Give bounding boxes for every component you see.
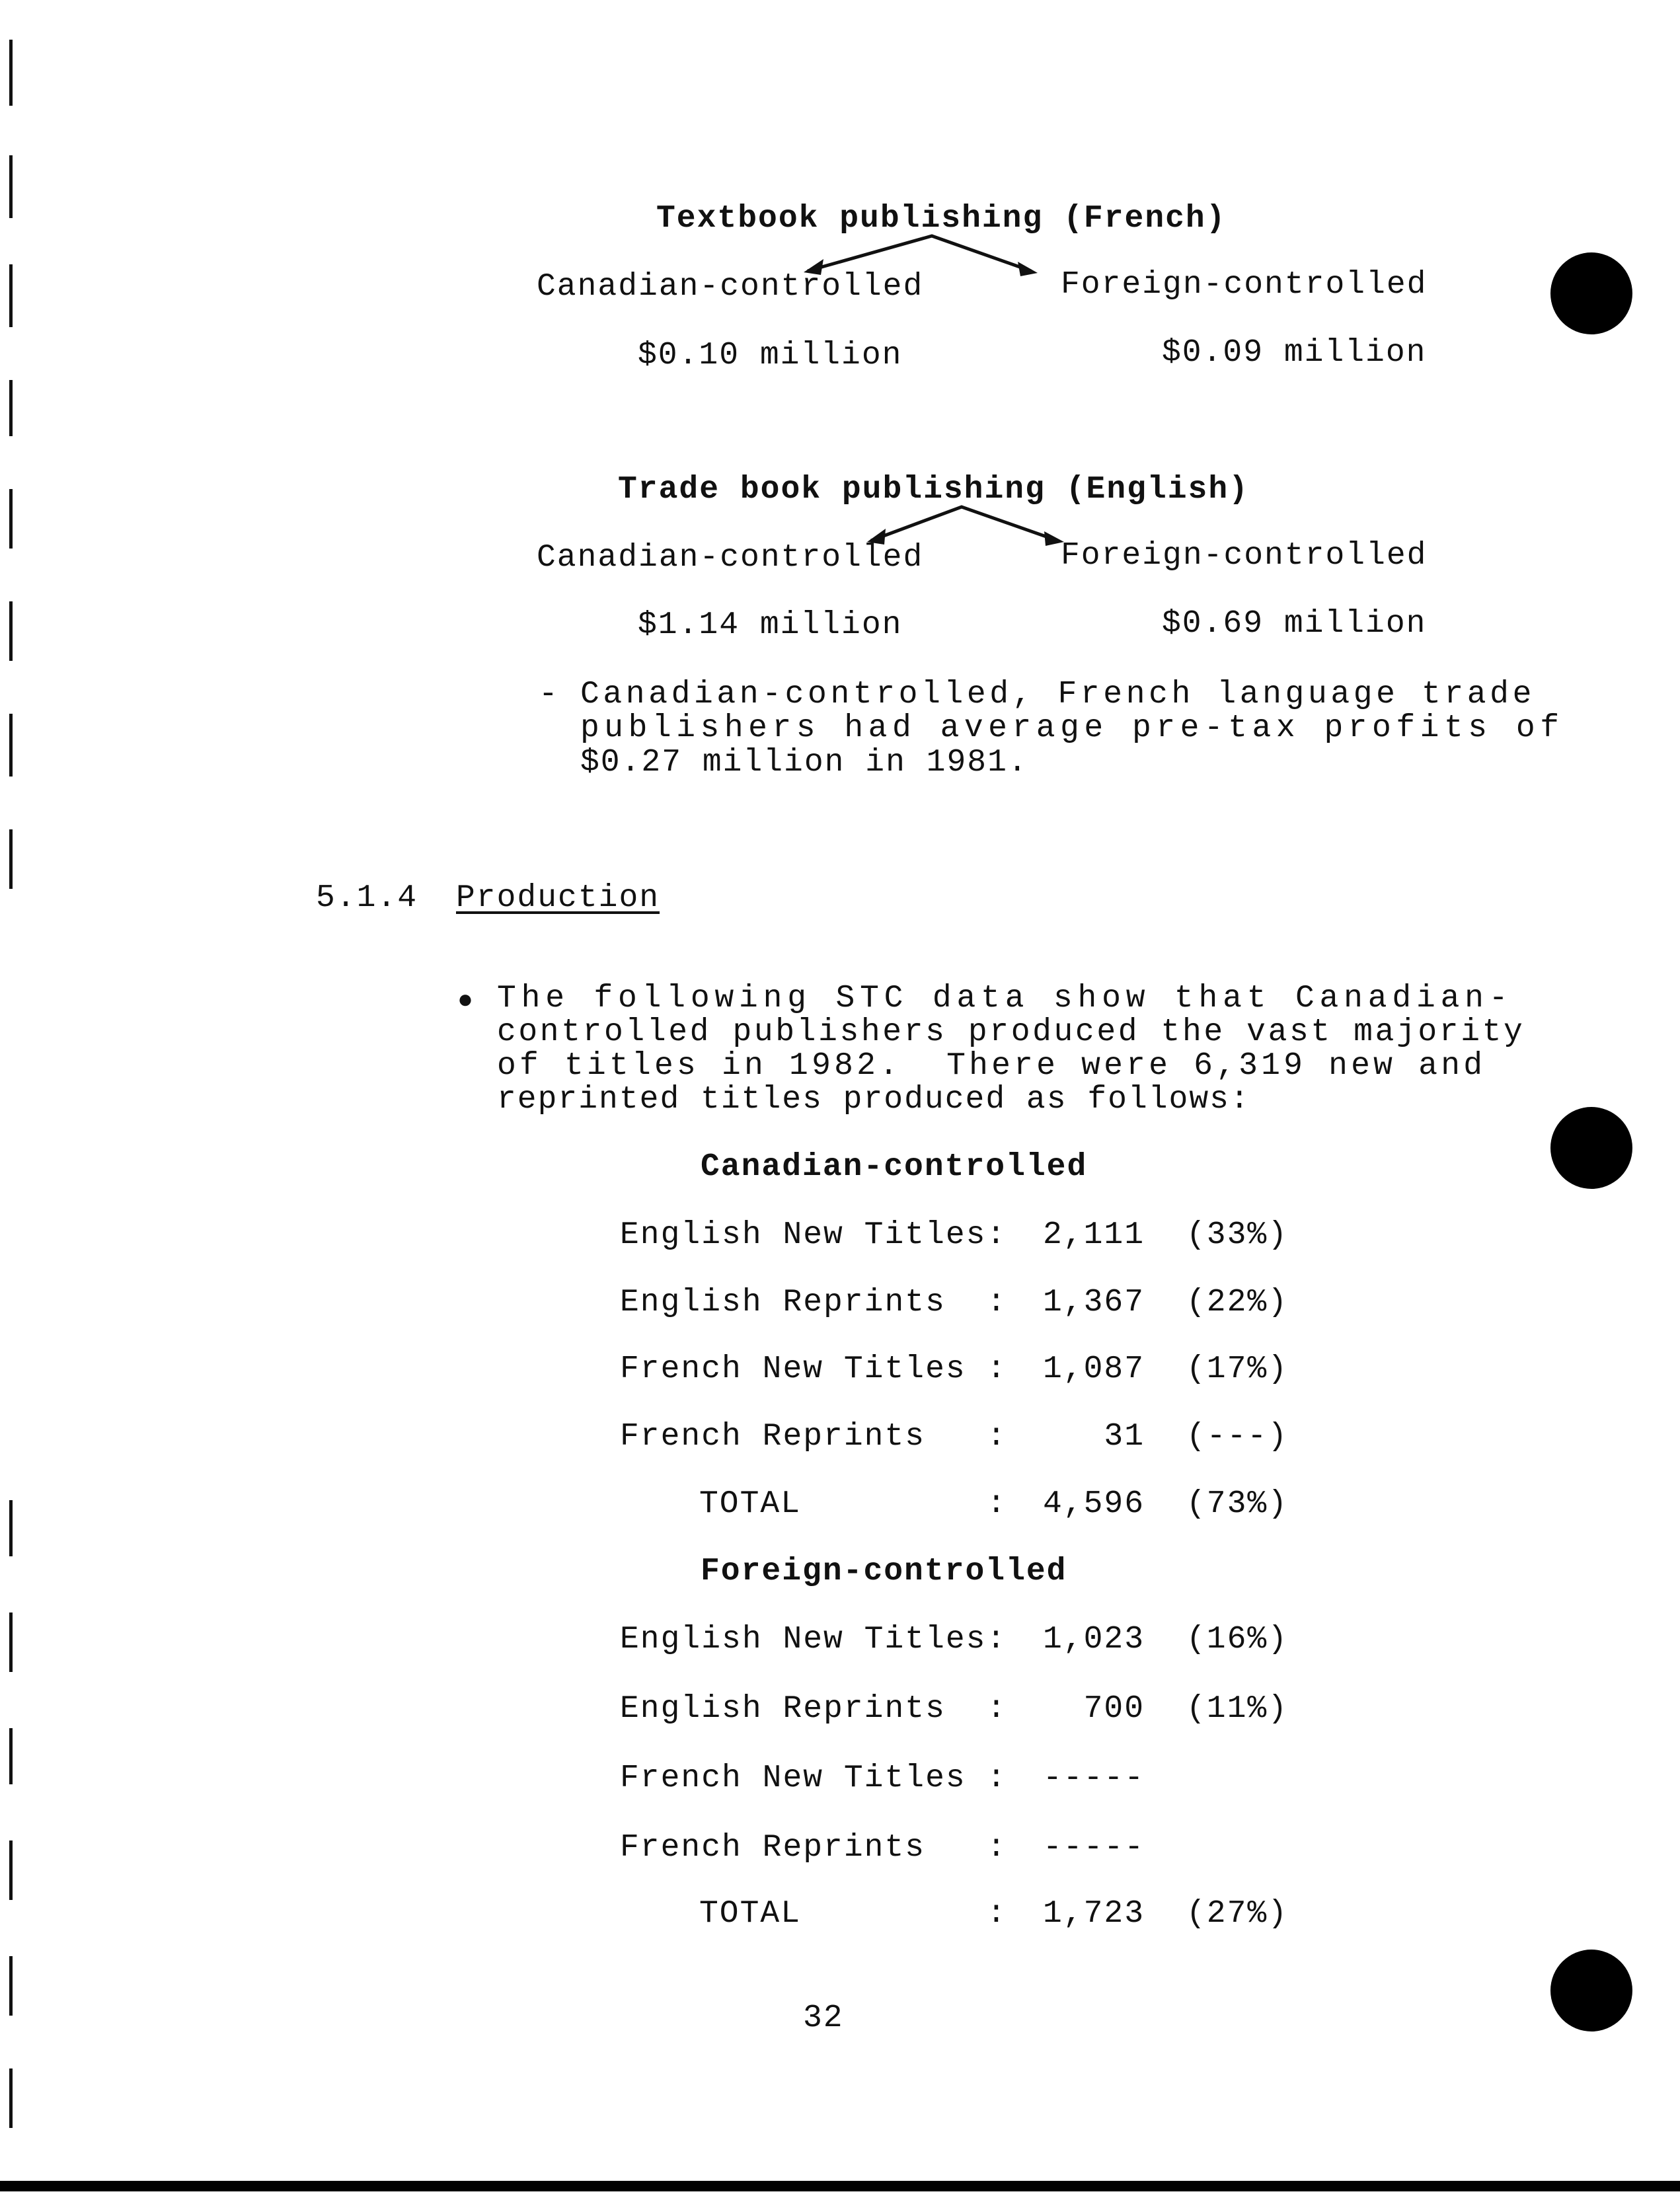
row-colon: : — [987, 1691, 1007, 1727]
textbook-canadian-label: Canadian-controlled — [537, 269, 924, 305]
trade-canadian-value: $1.14 million — [638, 607, 903, 643]
bullet-line: of titles in 1982. There were 6,319 new and — [497, 1048, 1486, 1084]
trade-foreign-label: Foreign-controlled — [1061, 538, 1428, 574]
row-colon: : — [987, 1486, 1007, 1522]
row-percent: (11%) — [1186, 1691, 1289, 1727]
row-value: ----- — [1042, 1830, 1145, 1866]
row-colon: : — [987, 1830, 1007, 1866]
row-percent: (---) — [1186, 1419, 1289, 1455]
note-dash: - — [539, 677, 559, 712]
bullet-line: controlled publishers produced the vast majority — [497, 1014, 1525, 1050]
row-colon: : — [987, 1761, 1007, 1796]
row-colon: : — [987, 1351, 1007, 1387]
canadian-table-heading: Canadian-controlled — [701, 1149, 1088, 1185]
total-value: 4,596 — [1042, 1486, 1145, 1522]
row-label: French New Titles — [620, 1761, 966, 1796]
row-percent: (16%) — [1186, 1622, 1289, 1657]
section-title: Production — [456, 880, 660, 916]
bottom-edge — [0, 2181, 1680, 2191]
trade-heading: Trade book publishing (English) — [618, 472, 1249, 508]
textbook-canadian-value: $0.10 million — [638, 338, 903, 373]
row-colon: : — [987, 1419, 1007, 1455]
bullet-line: The following STC data show that Canadian- — [497, 981, 1513, 1016]
bullet-icon: ● — [457, 987, 475, 1016]
trade-foreign-value: $0.69 million — [1162, 606, 1427, 642]
row-label: French Reprints — [620, 1830, 926, 1866]
row-colon: : — [987, 1285, 1007, 1320]
note-line: Canadian-controlled, French language trade — [580, 677, 1535, 712]
textbook-heading: Textbook publishing (French) — [656, 201, 1227, 237]
page-number: 32 — [803, 2000, 844, 2036]
row-value: 1,087 — [1042, 1351, 1145, 1387]
textbook-foreign-label: Foreign-controlled — [1061, 267, 1428, 303]
row-value: 1,367 — [1042, 1285, 1145, 1320]
row-value: 700 — [1083, 1691, 1145, 1727]
bullet-line: reprinted titles produced as follows: — [497, 1082, 1250, 1118]
row-label: French New Titles — [620, 1351, 966, 1387]
row-percent: (17%) — [1186, 1351, 1289, 1387]
foreign-table-heading: Foreign-controlled — [701, 1554, 1067, 1589]
section-number: 5.1.4 — [316, 880, 418, 916]
total-percent: (73%) — [1186, 1486, 1289, 1522]
row-label: English Reprints — [620, 1285, 946, 1320]
row-label: English New Titles: — [620, 1622, 1007, 1657]
row-value: ----- — [1042, 1761, 1145, 1796]
total-label: TOTAL — [699, 1896, 802, 1932]
textbook-foreign-value: $0.09 million — [1162, 335, 1427, 371]
row-value: 2,111 — [1042, 1217, 1145, 1253]
note-line: $0.27 million in 1981. — [580, 745, 1028, 780]
total-label: TOTAL — [699, 1486, 802, 1522]
row-label: English New Titles: — [620, 1217, 1007, 1253]
total-percent: (27%) — [1186, 1896, 1289, 1932]
total-value: 1,723 — [1042, 1896, 1145, 1932]
note-line: publishers had average pre-tax profits of — [580, 710, 1564, 746]
row-percent: (33%) — [1186, 1217, 1289, 1253]
row-label: French Reprints — [620, 1419, 926, 1455]
row-percent: (22%) — [1186, 1285, 1289, 1320]
row-label: English Reprints — [620, 1691, 946, 1727]
row-value: 31 — [1104, 1419, 1145, 1455]
row-value: 1,023 — [1042, 1622, 1145, 1657]
row-colon: : — [987, 1896, 1007, 1932]
trade-canadian-label: Canadian-controlled — [537, 540, 924, 576]
